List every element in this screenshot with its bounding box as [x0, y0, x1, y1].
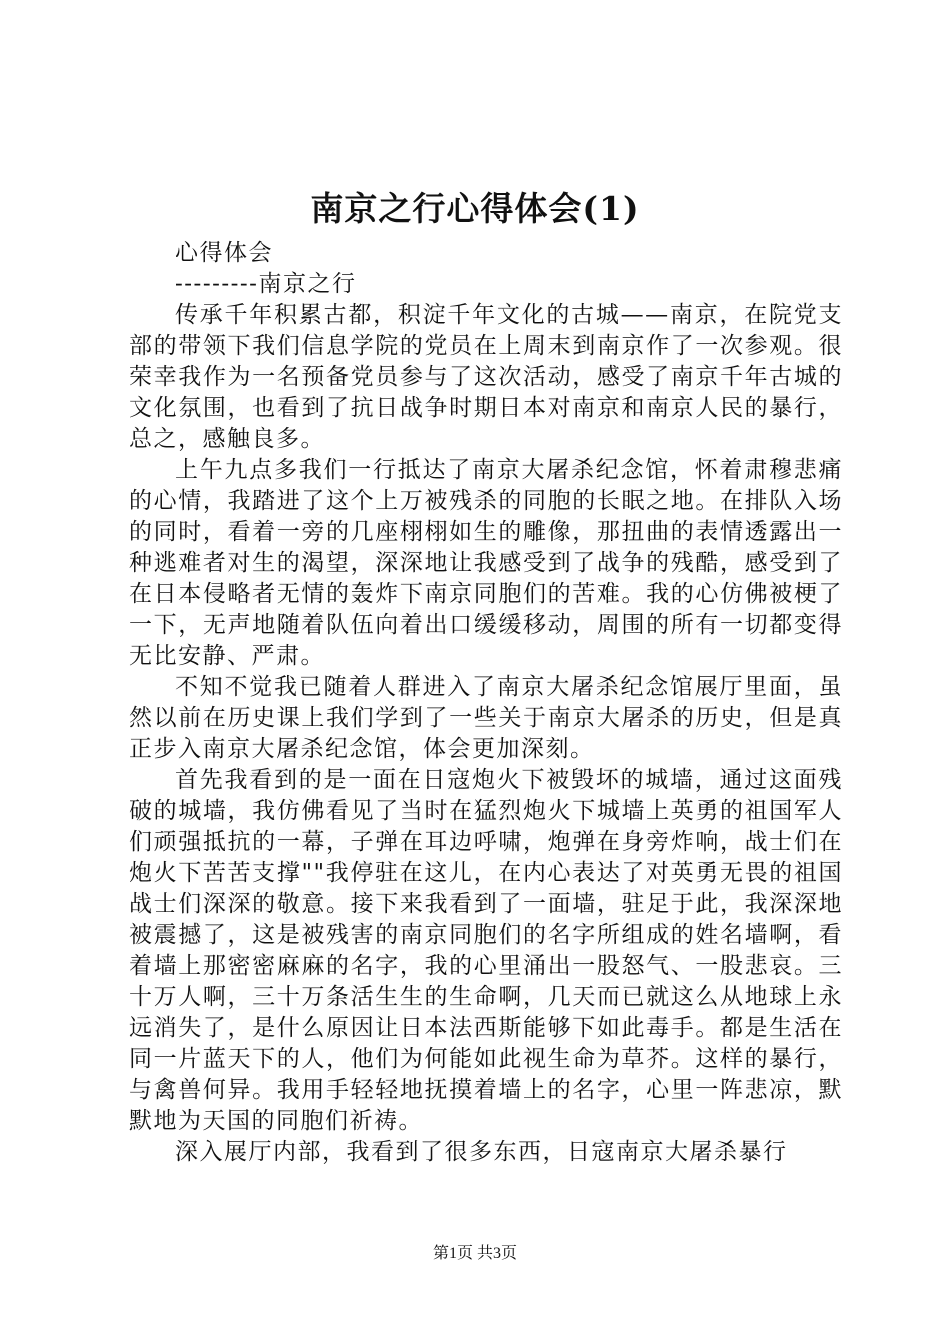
paragraph-4: 首先我看到的是一面在日寇炮火下被毁坏的城墙，通过这面残破的城墙，我仿佛看见了当时在猛烈炮火下城墙上英勇的祖国军人们顽强抵抗的一幕，子弹在耳边呼啸，炮弹在身旁炸响，战士们在炮火下苦苦支撑""我停驻在这儿，在内心表达了对英勇无畏的祖国战士们深深的敬意。接下来我看到了一面墙，驻足于此，我深深地被震撼了，这是被残害的南京同胞们的名字所组成的姓名墙啊，看着墙上那密密麻麻的名字，我的心里涌出一股怒气、一股悲哀。三十万人啊，三十万条活生生的生命啊，几天而已就这么从地球上永远消失了，是什么原因让日本法西斯能够下如此毒手。都是生活在同一片蓝天下的人，他们为何能如此视生命为草芥。这样的暴行，与禽兽何异。我用手轻轻地抚摸着墙上的名字，心里一阵悲凉，默默地为天国的同胞们祈祷。	[129, 767, 843, 1134]
page-number-footer: 第1页 共3页	[432, 1245, 517, 1262]
paragraph-2: 上午九点多我们一行抵达了南京大屠杀纪念馆，怀着肃穆悲痛的心情，我踏进了这个上万被残杀的同胞的长眠之地。在排队入场的同时，看着一旁的几座栩栩如生的雕像，那扭曲的表情透露出一种逃难者对生的渴望，深深地让我感受到了战争的残酷，感受到了在日本侵略者无情的轰炸下南京同胞们的苦难。我的心仿佛被梗了一下，无声地随着队伍向着出口缓缓移动，周围的所有一切都变得无比安静、严肃。	[129, 457, 843, 669]
paragraph-1: 传承千年积累古都，积淀千年文化的古城——南京，在院党支部的带领下我们信息学院的党员在上周末到南京作了一次参观。很荣幸我作为一名预备党员参与了这次活动，感受了南京千年古城的文化氛围，也看到了抗日战争时期日本对南京和南京人民的暴行，总之，感触良多。	[129, 302, 843, 452]
heading-line-2: ---------南京之行	[175, 271, 357, 297]
paragraph-3: 不知不觉我已随着人群进入了南京大屠杀纪念馆展厅里面，虽然以前在历史课上我们学到了一些关于南京大屠杀的历史，但是真正步入南京大屠杀纪念馆，体会更加深刻。	[129, 674, 843, 762]
paragraph-5: 深入展厅内部，我看到了很多东西，日寇南京大屠杀暴行	[175, 1139, 788, 1165]
document-title: 南京之行心得体会(1)	[310, 189, 640, 228]
document-body	[129, 238, 843, 1168]
heading-line-1: 心得体会	[175, 240, 273, 266]
